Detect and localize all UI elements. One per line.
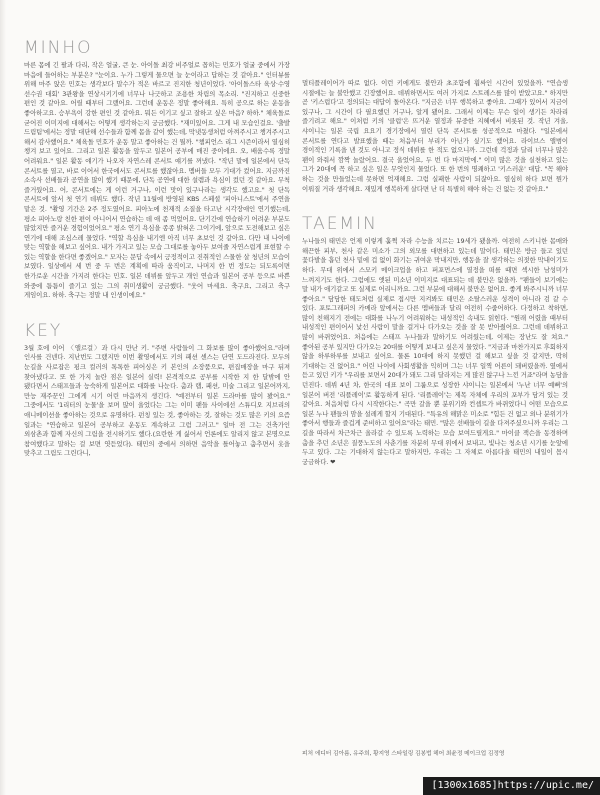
image-size-watermark: [1300x1685]https://upic.me/ <box>423 777 600 795</box>
minho-article-text: 마른 몸에 긴 팔과 다리, 작은 얼굴, 큰 눈. 아이돌 최강 비주얼로 꼽히는 민호가 얼굴 중에서 가장 마음에 들어하는 부분은? "눈이요. 누가 그렇게 물으면 늘 눈이라고 답하는 것 같아요." 인터뷰를 위해 마주 앉은 민호는 생각보다 말수가 적은 바르고 진지한 청년이었다. '아이돌스타 육상·수영 선수권 대회' 3관왕을 연상시키기에 너무나 나긋하고 조용한 차림의 목소리. "진지하고 신중한 편인 것 같아요. 어릴 때부터 그랬어요. 그런데 운동은 정말 좋아해요. 특히 공으로 하는 운동을 좋아하고요. 승부욕이 강한 편인 것 같아요. 뭐든 이기고 싶고 잘하고 싶은 마음? 하하." 체육돌로 굳어진 이미지에 대해서는 어떻게 생각하는지 궁금했다. "재미있어요. 그게 내 모습인걸요. '출발 드림팀'에서는 정말 대단해 선수들과 함께 몸을 같이 했는데, 막냇동생처럼 아껴주시고 챙겨주시고 해서 감사했어요." 체육돌 민호가 운동 말고 좋아하는 건 뭘까. "챔피언스 리그 시즌이라서 열심히 챙겨 보고 있어요. 그리고 일본 활동을 앞두고 일본어 공부에 매진 중이에요. 오, 배움수록 정말 어려워요." 일본 활동 얘기가 나오자 자연스레 콘서트 얘기를 꺼냈다. "작년 말에 일본에서 단독 콘서트를 열고, 바로 이어서 한국에서도 콘서트를 했잖아요. 멤버들 모두 기대가 컸어요. 지금까진 소속사 선배들과 공연을 많이 했기 때문에, 단독 공연에 대한 설렘과 욕심이 컸던 것 같아요. 무척 즐거웠어요. 어, 콘서트에는 게 이런 거구나, 이런 맛이 있구나라는 생각도 했고요." 첫 단독 콘서트에 앞서 첫 연기 데뷔도 했다. 작년 11월에 방영된 KBS 스페셜 '피아니스트'에서 주연을 맡은 것. "촬영 기간은 2주 정도였어요. 피아노에 천재적 소질을 타고난 시각장애인 연기했는데, 평소 피아노랑 친한 편이 아니어서 연습하는 데 애 좀 먹었어요. 단기간에 연습하기 어려운 부분도 많았지만 즐거운 경험이었어요." 평소 연기 욕심을 종종 밝혀온 그이기에, 앞으로 도전해보고 싶은 연기에 대해 조심스레 물었다. "역할 욕심을 내기엔 아직 너무 초보인 것 같아요. 다만 내 나이에 맞는 역할을 해보고 싶어요. 내가 가지고 있는 모습 그대로를 놓아두 보여줄 자연스럽게 표현할 수 있는 역할을 한다면 좋겠어요." 모자는 문답 속에서 긍정적이고 진취적인 스물한 살 청년의 모습이 보였다. 일상에서 세 번 중 두 번은 계획에 따라 움직이고, 나머지 한 번 정도는 되도록이면 한가로운 시간을 가지려 한다는 민호. 일본 데뷔를 앞두고 개인 연습과 일본어 공부 등으로 바쁜 와중에 틈틈이 즐기고 있는 그의 취미생활이 궁금했다. "웃어 마세요. 축구요, 그리고 축구 게임이요. 하하. 축구는 정말 내 인생이에요." <box>24 61 290 300</box>
key-article-text: 3월 호에 이어 〈앨르걸〉과 다시 만난 키. "주변 사람들이 그 화보를 많이 좋아했어요."라며 인사를 건넨다. 지난번도 그랬지만 이번 촬영에서도 키의 패션 센스는 단연 도드라진다. 모두의 눈길을 사로잡은 핑크 컬러의 톡톡한 피어싱은 키 본인의 소장품으로, 편집매장을 마구 뒤져 찾아냈다고. 또 한 가지 놀란 점은 일본어 실력! 본격적으로 공부를 시작한 지 한 달밖에 안 됐다면서 스태프들과 능숙하게 일본어로 대화를 나눈다. 춤과 랩, 패션, 미술 그리고 일본어까지, 만능 재주꾼인 그에게 시기 어린 마음까지 생긴다. "예전부터 일본 드라마를 많이 봤어요." 그중에서도 '1리터의 눈물'을 보며 많이 울었다는 그는 이미 팬들 사이에선 스튜디오 지브리의 애니메이션을 좋아하는 것으로 유명하다. 펀칭 있는 것, 좋아하는 것, 잘하는 것도 많은 키의 요즘 일과는 "연습하고 일본어 공부하고 운동도 계속하고 그럼 그러고." 일마 전 그는 건축가인 외삼촌과 함께 자신의 그림을 전시하기도 했다.(요란한 게 싫어서 언론에도 알리지 않고 본명으로 참여했다고 말하는 걸 보면 엿듣었다). 태민의 중에서 의하면 음악을 틀어놓고 춤추면서 옷을 맞추고 그림도 그린다니, <box>24 343 290 458</box>
page-spine-shadow <box>0 0 6 795</box>
staff-credits: 피처 에디터 김아름, 유주희, 황지영 스타일링 김봉법 헤어 최윤정 메이크업 김정영 <box>302 751 505 757</box>
section-heading-minho: MINHO <box>24 38 93 58</box>
key-article-continued-text: 멀티플레이어가 따로 없다. 이런 키에게도 불안과 초조함에 휩싸인 시간이 있었을까. "연습생 시절에는 늘 불안했고 긴장했어요. 데뷔하면서도 여러 가지로 스트레스를 많이 받았고요." 하지만 곧 '키스럽다'고 정의되는 대답이 돌아온다. "지금은 너무 행복하고 좋아요. 그때가 있어서 지금이 있구나, 그 시간이 다 필요했던 거구나, 알게 됐어요. 그래서 이제는 무슨 일이 생기든 차라리 즐기려고 해요." 이처럼 키의 '클럽'은 뜨거운 열정과 뮤중한 지혜에서 비롯된 것. 작년 겨울, 샤이니는 일본 국립 요요기 경기장에서 열린 단독 콘서트를 성공적으로 마쳤다. "일본에서 콘서트를 연다고 발표했을 때는 처음부터 부리가 아닌가 싶기도 했어요. 라이브스 앨범이 경이적인 기록을 낸 것도 아니고 정식 데뷔를 한 적도 없으니까. 그런데 걱정과 달리 너무나 많은 팬이 와줘서 깜짝 놀랐어요. 결국 울었어요, 두 번 다 마지막에." 이미 많은 것을 실천하고 있는 그가 20대에 꼭 하고 싶은 일은 무엇인지 물었다. 또 한 번의 명쾌하고 '키스러운' 대답. "꼭 해야 하는 것을 만들었는데 못하면 억재해요. 그럼 실패한 사람이 되잖아요. 열심히 하다 보면 뭔가 이뤄질 거라 생각해요. 재밌게 행복하게 살다면 난 더 특별히 해야 하는 건 없는 것 같아요." <box>302 79 568 193</box>
section-heading-taemin: TAEMIN <box>302 214 378 235</box>
left-column <box>24 0 290 795</box>
taemin-article-text: 누나들의 태민은 언제 이렇게 훌쩍 자라 수능을 치르는 19세가 됐을까. 여전히 스키니한 몸매와 해끈한 피부, 천사 같은 미소가 그의 외모를 대변하고 있는데 말이다. 태민은 방금 들고 있던 꽃다발을 흡던 천사 밑에 겁 없이 화기는 귀여운 막내지만, 행동을 잘 생각하는 의젓한 막내이기도 하다. 무대 위에서 스모키 메이크업을 하고 퍼포먼스에 열정을 떠를 때면 섹시한 남성미가 느껴지기도 한다. 그럼에도 앳된 미소년 이미지로 대표되는 데 불만은 없을까. "팬들이 보기에는 말 내가 애기같고 또 실제로 어리니까요. 그런 부분에 대해서 불만은 없어요. 좋게 봐주시니까 너무 좋아요." 담담한 태도처럼 실제로 접시만 지켜봐도 태민은 소탈스러운 성격이 아니라 검 같 수 있다. 포토그래퍼의 카메라 앞에서는 다른 멤버들과 달리 여전히 수줍어하다. 다정하고 착하면, 많이 친해지기 전에는 대화를 나누기 어려워하는 내성적인 속내도 읽힌다. "원래 어렸을 때부터 내성적인 편이어서 낯선 사람이 말을 걸거나 다가오는 것을 잘 못 받아줬어요. 그런데 데뷔하고 많이 바뀌었어요. 처음에는 스태프 누나들과 말하기도 어려웠는데, 이제는 장난도 잘 쳐요." 좋아된 공부 있지만 다가오는 20대를 어떻게 보내고 싶은지 물었다. "지금과 마찬가지로 후회하지 않을 하루하루를 보내고 싶어요. 물론 10대에 하지 못했던 걸 해보고 싶을 것 같지만, 딱히 기대하는 건 없어요." 어린 나이에 사회생활을 익히며 그는 너무 일찍 어른이 돼버렸을까. 옆에서 듣고 있던 키가 "우리를 보면서 20대가 돼도 그리 달라지는 게 많진 않구나 느낀 거죠"라며 농담을 던진다. 데뷔 4년 차, 한국의 대표 보이 그룹으로 성장한 샤이니는 일본에서 '누난 너무 예뻐'의 일본어 버전 '리플레이'로 활동하게 된다. '리플레이'는 제목 자체에 우리의 포부가 담겨 있는 것 같아요. 처음처럼 다시 시작한다는." 곡만 갈을 뿐 분위기와 컨셉트가 바뀌었다니 어떤 모습으로 일본 누나 팬들의 맘을 설레게 할지 기대된다. "특유의 해맑은 미소로 "힘든 건 없고 외나 분위기가 좋아서 행들과 즐겁게 준비하고 있어요"라는 태민. "많은 선배들이 길을 다져주셨으니까 우리는 그 길을 따라서 차근차근 올라갈 수 있도록 노력하는 모습 보여드릴게요." 마이클 잭슨을 동경하며 춤을 추던 소년은 질풍노도의 사춘기를 자분히 무대 위에서 보내고, 빛나는 청소년 시기를 눈앞에 두고 있다. 그는 기대하지 않는다고 말하지만, 우리는 그 자체로 아름다울 태민의 내일이 몹시 궁금하다. ❤ <box>302 237 568 466</box>
section-heading-key: KEY <box>24 320 63 341</box>
right-column <box>302 0 568 795</box>
